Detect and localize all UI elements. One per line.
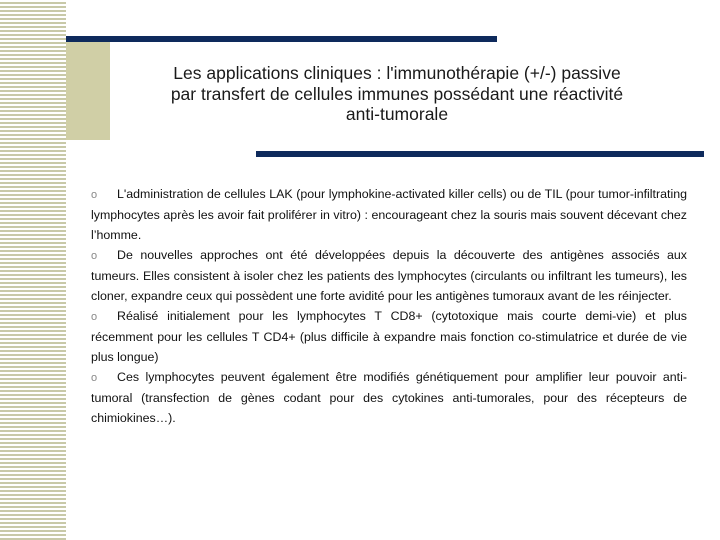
- bullet-item-1: [91, 184, 687, 245]
- bullet-item-2: [91, 245, 687, 306]
- title-line-2: par transfert de cellules immunes possédant une réactivité: [170, 83, 624, 104]
- title-accent-box: [66, 38, 110, 140]
- title-line-3: anti-tumorale: [345, 104, 449, 124]
- decorative-stripe-panel: [0, 0, 66, 540]
- bullet-text-2: De nouvelles approches ont été développées depuis la découverte des antigènes associés aux tumeurs. Elles consistent à isoler chez les patients des lymphocytes (circulants ou infiltrant les tumeurs), les cloner, expandre ceux qui possèdent une forte avidité pour les antigènes tumoraux avant de les réinjecter.: [91, 248, 687, 303]
- bullet-text-4: Ces lymphocytes peuvent également être modifiés génétiquement pour amplifier leur pouvoir anti-tumoral (transfection de gènes codant pour des cytokines anti-tumorales, pour des récepteurs de chimiokines…).: [91, 370, 687, 425]
- bullet-marker-icon: o: [91, 189, 98, 201]
- bullet-marker-icon: o: [91, 372, 98, 384]
- bullet-item-4: [91, 367, 687, 428]
- bullet-text-3: Réalisé initialement pour les lymphocytes T CD8+ (cytotoxique mais courte demi-vie) et plus récemment pour les cellules T CD4+ (plus difficile à expandre mais fonction co-stimulatrice et durée de vie plus longue): [91, 309, 687, 364]
- bullet-text-1: L'administration de cellules LAK (pour lymphokine-activated killer cells) ou de TIL (pour tumor-infiltrating lymphocytes après les avoir fait proliférer in vitro) : encourageant chez la souris mais souvent décevant chez l’homme.: [91, 187, 687, 242]
- bottom-accent-bar: [256, 151, 704, 157]
- bullet-marker-icon: o: [91, 311, 98, 323]
- slide-title: [112, 63, 682, 125]
- title-line-1: Les applications cliniques : l'immunothérapie (+/-) passive: [173, 63, 621, 83]
- top-accent-bar: [66, 36, 497, 42]
- bullet-marker-icon: o: [91, 250, 98, 262]
- bullet-item-3: [91, 306, 687, 367]
- bullet-list: [91, 184, 687, 428]
